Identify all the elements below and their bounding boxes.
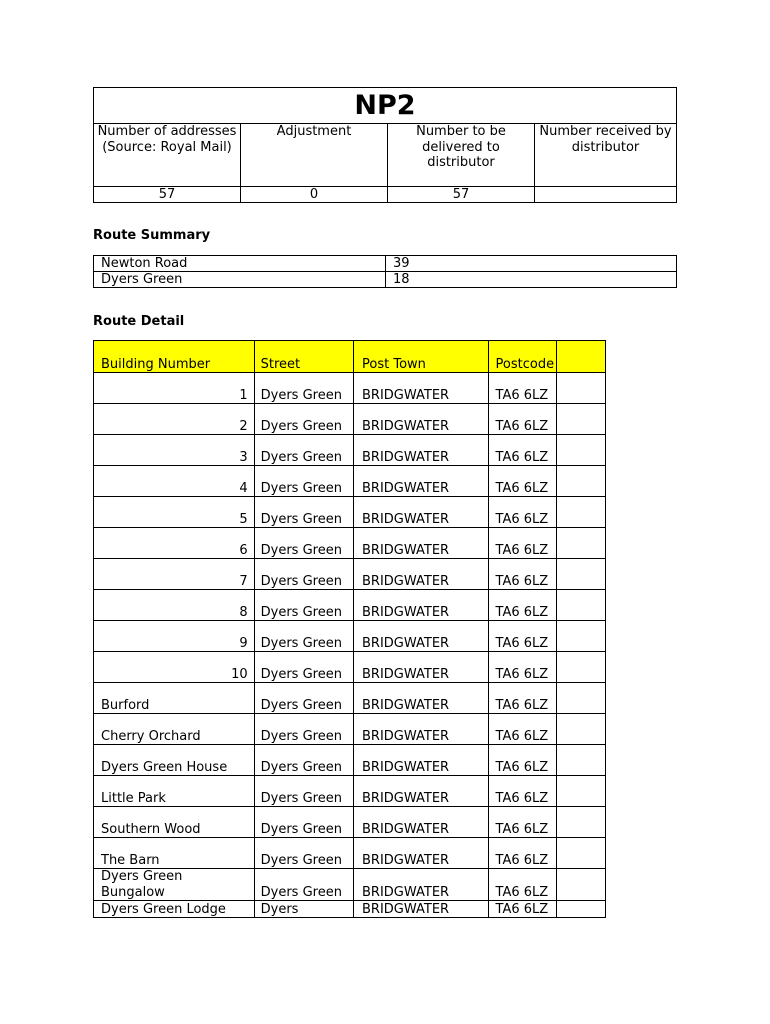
street: Dyers Green <box>254 466 353 497</box>
post-town: BRIDGWATER <box>354 652 489 683</box>
street-header: Street <box>254 341 353 373</box>
table-row <box>94 901 606 918</box>
blank-cell <box>556 528 605 559</box>
blank-cell <box>556 373 605 404</box>
adjustment-value: 0 <box>241 187 388 203</box>
street: Dyers Green <box>254 807 353 838</box>
blank-cell <box>556 404 605 435</box>
detail-header-row <box>94 341 606 373</box>
blank-cell <box>556 838 605 869</box>
postcode: TA6 6LZ <box>488 652 556 683</box>
postcode: TA6 6LZ <box>488 590 556 621</box>
route-summary-heading: Route Summary <box>93 228 211 243</box>
addresses-header: Number of addresses (Source: Royal Mail) <box>94 124 241 187</box>
table-row <box>94 404 606 435</box>
table-row <box>94 714 606 745</box>
post-town: BRIDGWATER <box>354 559 489 590</box>
building-number: Burford <box>94 683 255 714</box>
blank-cell <box>556 745 605 776</box>
post-town: BRIDGWATER <box>354 683 489 714</box>
building-number: Cherry Orchard <box>94 714 255 745</box>
postcode: TA6 6LZ <box>488 621 556 652</box>
building-number: Dyers Green House <box>94 745 255 776</box>
table-row <box>94 497 606 528</box>
building-number: 7 <box>94 559 255 590</box>
route-detail-table <box>93 340 606 918</box>
to-deliver-value: 57 <box>388 187 535 203</box>
route-count: 18 <box>386 272 677 288</box>
building-number: Southern Wood <box>94 807 255 838</box>
building-number: Dyers Green Lodge <box>94 901 255 918</box>
street: Dyers Green <box>254 776 353 807</box>
adjustment-header: Adjustment <box>241 124 388 187</box>
street: Dyers Green <box>254 869 353 901</box>
street: Dyers Green <box>254 404 353 435</box>
table-row <box>94 435 606 466</box>
table-row <box>94 272 677 288</box>
building-number: 10 <box>94 652 255 683</box>
post-town: BRIDGWATER <box>354 590 489 621</box>
street: Dyers <box>254 901 353 918</box>
table-row <box>94 776 606 807</box>
table-row <box>94 652 606 683</box>
table-row <box>94 745 606 776</box>
street: Dyers Green <box>254 683 353 714</box>
received-value <box>535 187 677 203</box>
route-count: 39 <box>386 256 677 272</box>
building-number: Little Park <box>94 776 255 807</box>
blank-cell <box>556 559 605 590</box>
street: Dyers Green <box>254 745 353 776</box>
table-row <box>94 373 606 404</box>
building-number: 3 <box>94 435 255 466</box>
postcode: TA6 6LZ <box>488 714 556 745</box>
postcode: TA6 6LZ <box>488 745 556 776</box>
street: Dyers Green <box>254 652 353 683</box>
route-summary-table <box>93 255 677 288</box>
addresses-value: 57 <box>94 187 241 203</box>
postcode: TA6 6LZ <box>488 528 556 559</box>
post-town: BRIDGWATER <box>354 745 489 776</box>
blank-cell <box>556 807 605 838</box>
street: Dyers Green <box>254 590 353 621</box>
blank-cell <box>556 590 605 621</box>
postcode: TA6 6LZ <box>488 683 556 714</box>
post-town: BRIDGWATER <box>354 621 489 652</box>
table-row <box>94 256 677 272</box>
received-header: Number received by distributor <box>535 124 677 187</box>
post-town: BRIDGWATER <box>354 404 489 435</box>
building-number: 8 <box>94 590 255 621</box>
post-town: BRIDGWATER <box>354 869 489 901</box>
route-name: Dyers Green <box>94 272 386 288</box>
postcode: TA6 6LZ <box>488 466 556 497</box>
postcode: TA6 6LZ <box>488 869 556 901</box>
postcode: TA6 6LZ <box>488 776 556 807</box>
table-row <box>94 559 606 590</box>
postcode: TA6 6LZ <box>488 559 556 590</box>
blank-cell <box>556 776 605 807</box>
post-town: BRIDGWATER <box>354 807 489 838</box>
street: Dyers Green <box>254 373 353 404</box>
blank-cell <box>556 683 605 714</box>
table-row <box>94 590 606 621</box>
post-town: BRIDGWATER <box>354 528 489 559</box>
blank-cell <box>556 869 605 901</box>
post-town: BRIDGWATER <box>354 901 489 918</box>
postcode-header: Postcode <box>488 341 556 373</box>
building-number: 1 <box>94 373 255 404</box>
building-number: 2 <box>94 404 255 435</box>
post-town: BRIDGWATER <box>354 497 489 528</box>
post-town: BRIDGWATER <box>354 776 489 807</box>
table-row <box>94 528 606 559</box>
page-title: NP2 <box>94 88 677 124</box>
blank-header <box>556 341 605 373</box>
table-row <box>94 466 606 497</box>
post-town: BRIDGWATER <box>354 714 489 745</box>
summary-values-row <box>94 187 677 203</box>
post-town: BRIDGWATER <box>354 838 489 869</box>
summary-header-row <box>94 124 677 187</box>
street: Dyers Green <box>254 528 353 559</box>
postcode: TA6 6LZ <box>488 807 556 838</box>
building-number-header: Building Number <box>94 341 255 373</box>
to-deliver-header: Number to be delivered to distributor <box>388 124 535 187</box>
building-number: 9 <box>94 621 255 652</box>
postcode: TA6 6LZ <box>488 435 556 466</box>
blank-cell <box>556 435 605 466</box>
building-number: Dyers Green Bungalow <box>94 869 255 901</box>
route-detail-heading: Route Detail <box>93 314 185 329</box>
postcode: TA6 6LZ <box>488 404 556 435</box>
street: Dyers Green <box>254 621 353 652</box>
blank-cell <box>556 621 605 652</box>
postcode: TA6 6LZ <box>488 901 556 918</box>
building-number: 5 <box>94 497 255 528</box>
postcode: TA6 6LZ <box>488 838 556 869</box>
table-row <box>94 869 606 901</box>
blank-cell <box>556 466 605 497</box>
street: Dyers Green <box>254 435 353 466</box>
street: Dyers Green <box>254 714 353 745</box>
table-row <box>94 838 606 869</box>
street: Dyers Green <box>254 559 353 590</box>
table-row <box>94 807 606 838</box>
street: Dyers Green <box>254 497 353 528</box>
table-row <box>94 683 606 714</box>
building-number: 4 <box>94 466 255 497</box>
postcode: TA6 6LZ <box>488 497 556 528</box>
blank-cell <box>556 901 605 918</box>
post-town: BRIDGWATER <box>354 373 489 404</box>
blank-cell <box>556 652 605 683</box>
post-town: BRIDGWATER <box>354 435 489 466</box>
blank-cell <box>556 497 605 528</box>
table-row <box>94 621 606 652</box>
np2-summary-table <box>93 87 677 203</box>
blank-cell <box>556 714 605 745</box>
post-town-header: Post Town <box>354 341 489 373</box>
route-name: Newton Road <box>94 256 386 272</box>
post-town: BRIDGWATER <box>354 466 489 497</box>
building-number: 6 <box>94 528 255 559</box>
street: Dyers Green <box>254 838 353 869</box>
building-number: The Barn <box>94 838 255 869</box>
postcode: TA6 6LZ <box>488 373 556 404</box>
